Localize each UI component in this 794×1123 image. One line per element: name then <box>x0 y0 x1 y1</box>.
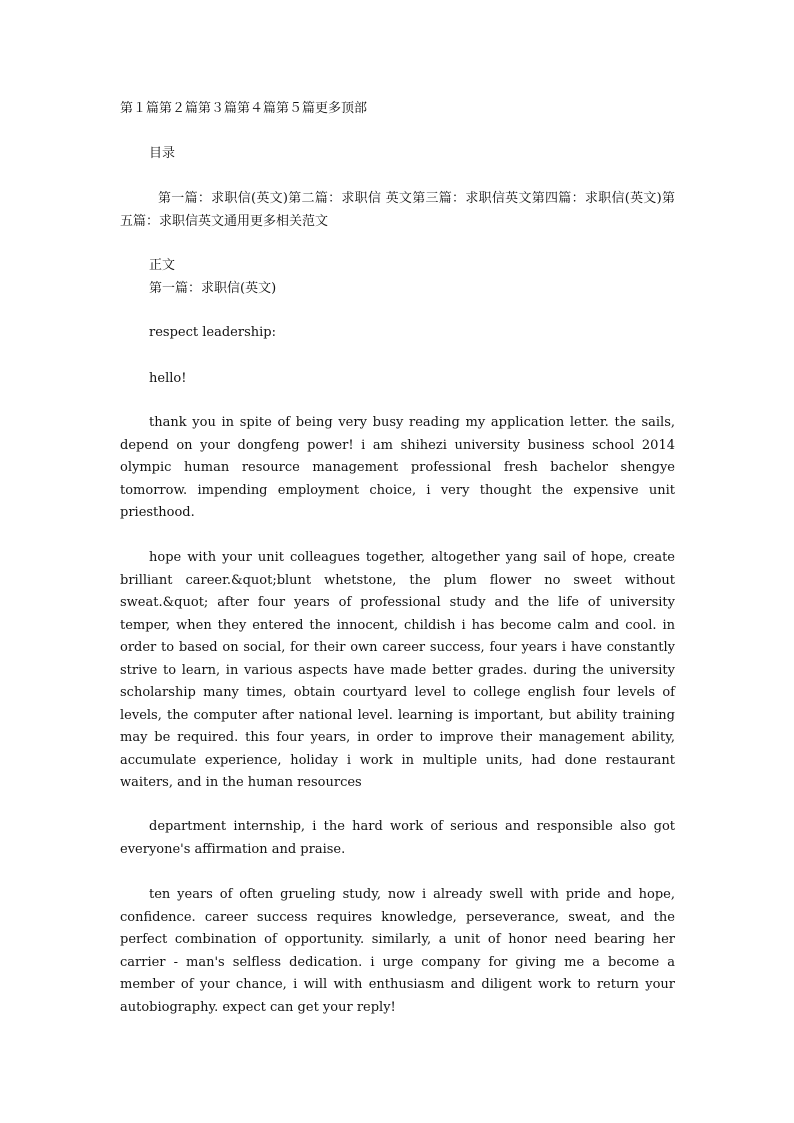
body-heading: 正文 <box>149 258 176 273</box>
article-title: 第一篇：求职信(英文) <box>149 281 277 296</box>
body-paragraph: thank you in spite of being very busy reading my application letter. the sails, depend on your dongfeng power! i am shihezi university business school 2014 olympic human resource management professional fresh bachelor shengye tomorrow. impending employment choice, i very thought the expensive unit priesthood. <box>120 415 675 520</box>
section-nav-links[interactable]: 第１篇第２篇第３篇第４篇第５篇更多顶部 <box>120 101 368 116</box>
body-paragraph: hope with your unit colleagues together, altogether yang sail of hope, create brilliant career.&quot;blunt whetstone, the plum flower no sweet without sweat.&quot; after four years of professional study and the life of university temper, when they entered the innocent, childish i has become calm and cool. in order to based on social, for their own career success, four years i have constantly strive to learn, in various aspects have made better grades. during the university scholarship many times, obtain courtyard level to college english four levels of levels, the computer after national level. learning is important, but ability training may be required. this four years, in order to improve their management ability, accumulate experience, holiday i work in multiple units, had done restaurant waiters, and in the human resources <box>120 550 675 790</box>
toc-list[interactable]: 第一篇：求职信(英文)第二篇：求职信 英文第三篇：求职信英文第四篇：求职信(英文)第五篇：求职信英文通用更多相关范文 <box>120 191 675 229</box>
greeting: hello! <box>149 371 187 386</box>
body-paragraph: ten years of often grueling study, now i already swell with pride and hope, confidence. career success requires knowledge, perseverance, sweat, and the perfect combination of opportunity. similarly, a unit of honor need bearing her carrier - man's selfless dedication. i urge company for giving me a become a member of your chance, i will with enthusiasm and diligent work to return your autobiography. expect can get your reply! <box>120 887 675 1015</box>
salutation: respect leadership: <box>149 325 276 340</box>
toc-heading: 目录 <box>149 146 176 161</box>
body-paragraph: department internship, i the hard work of serious and responsible also got everyone's affirmation and praise. <box>120 819 675 857</box>
